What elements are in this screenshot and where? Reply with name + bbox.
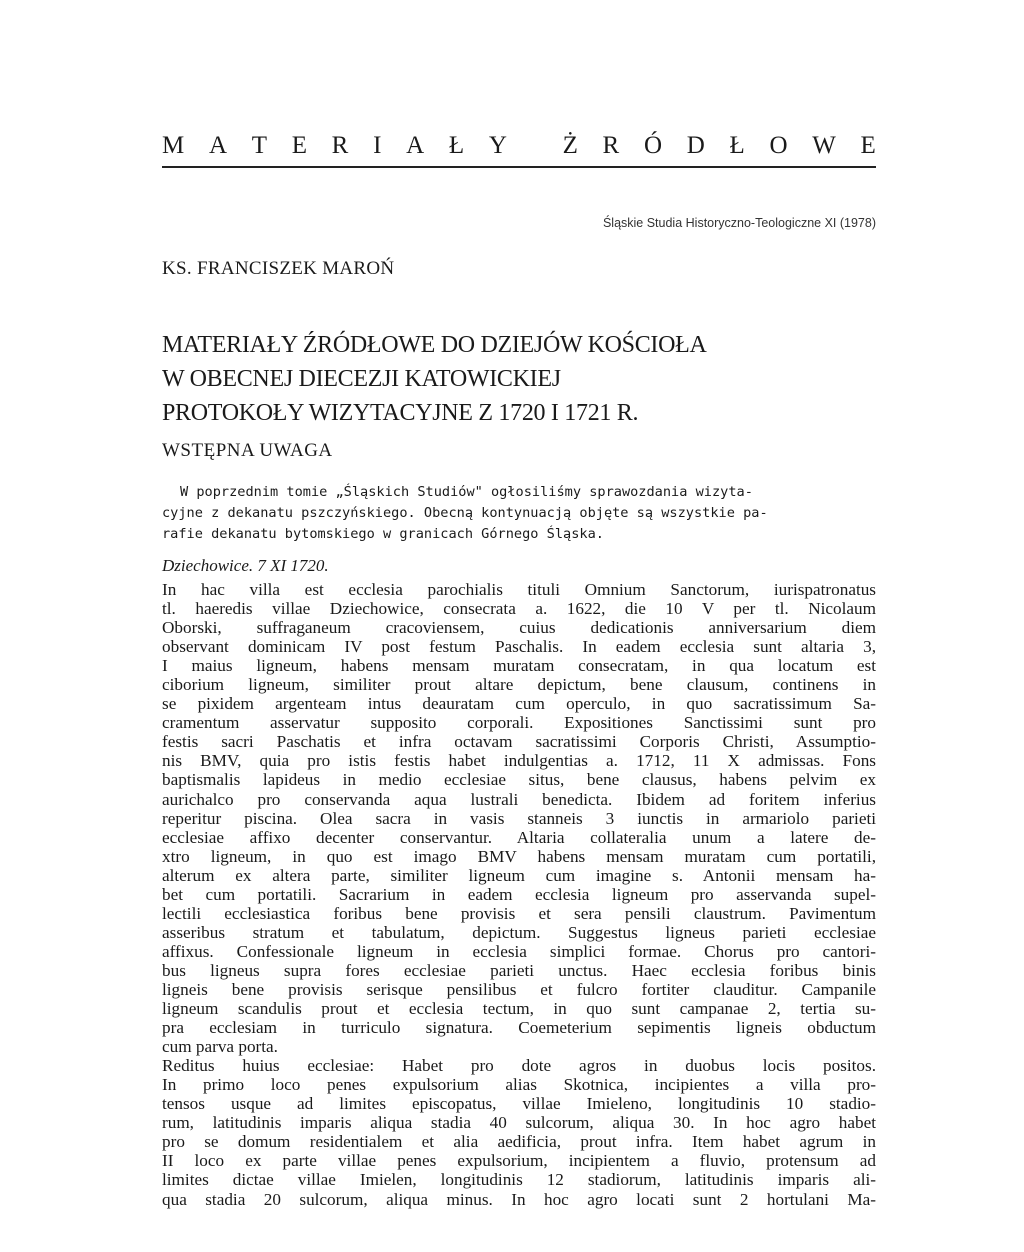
body-line: festis sacri Paschatis et infra octavam sacratissimi Corporis Christi, Assumptio- (162, 732, 876, 752)
running-title-letter: Ó (643, 132, 662, 159)
body-line: bet cum portatili. Sacrarium in eadem ecclesia ligneum pro asservanda supel- (162, 884, 876, 904)
body-line: ligneis bene provisis serisque pensilibus et fulcro fortiter clauditur. Campanile (162, 979, 876, 999)
body-line: Reditus huius ecclesiae: Habet pro dote agros in duobus locis positos. (162, 1056, 876, 1076)
body-line: asseribus stratum et tabulatum, depictum. Suggestus ligneus parieti ecclesiae (162, 922, 876, 942)
body-line: ecclesiae affixo decenter conservantur. Altaria collateralia unum a latere de- (162, 827, 876, 847)
running-title-letter: O (769, 132, 788, 159)
body-line: nis BMV, quia pro istis festis habet indulgentias a. 1712, 11 X admissas. Fons (162, 751, 876, 771)
body-line: ligneum scandulis prout et ecclesia tectum, in quo sunt campanae 2, tertia su- (162, 999, 876, 1019)
article-title (162, 328, 876, 430)
article-title-line: W OBECNEJ DIECEZJI KATOWICKIEJ (162, 366, 561, 392)
running-title-letter: E (291, 132, 307, 159)
running-title-letter: Y (488, 132, 507, 159)
running-title-letter: A (406, 132, 425, 159)
body-line: affixus. Confessionale ligneum in ecclesia simplici formae. Chorus pro cantori- (162, 941, 876, 961)
running-title-letter: Ł (448, 132, 465, 159)
intro-line: rafie dekanatu bytomskiego w granicach Górnego Śląska. (162, 526, 604, 542)
body-line: tl. haeredis villae Dziechowice, consecrata a. 1622, die 10 V per tl. Nicolaum (162, 599, 876, 619)
body-line: rum, latitudinis imparis aliqua stadia 40 sulcorum, aliqua 30. In hoc agro habet (162, 1113, 876, 1133)
running-title-letter: Ł (729, 132, 745, 159)
article-title-line: MATERIAŁY ŹRÓDŁOWE DO DZIEJÓW KOŚCIOŁA (162, 332, 707, 358)
running-title-letter: Ż (562, 132, 578, 159)
body-line: alterum ex altera parte, similiter ligneum cum imagine s. Antonii mensam ha- (162, 865, 876, 885)
body-paragraph (162, 580, 876, 1209)
body-line: pro se domum residentialem et alia aedificia, prout infra. Item habet agrum in (162, 1132, 876, 1152)
running-title-letter: M (162, 132, 185, 159)
body-line: reperitur piscina. Olea sacra in vasis stanneis 3 iunctis in armariolo parieti (162, 808, 876, 828)
body-line: limites dictae villae Imielen, longitudinis 12 stadiorum, latitudinis imparis ali- (162, 1170, 876, 1190)
running-title-letter: R (331, 132, 349, 159)
running-title-letter: A (208, 132, 227, 159)
running-title-letter: R (602, 132, 620, 159)
body-line: cramentum asservatur supposito corporali. Expositiones Sanctissimi sunt pro (162, 713, 876, 733)
body-line: pra ecclesiam in turriculo signatura. Coemeterium sepimentis ligneis obductum (162, 1018, 876, 1038)
running-title-letter: D (686, 132, 705, 159)
body-line: In primo loco penes expulsorium alias Skotnica, incipientes a villa pro- (162, 1075, 876, 1095)
body-line: cum parva porta. (162, 1037, 278, 1057)
body-line: bus ligneus supra fores ecclesiae parieti unctus. Haec ecclesia foribus binis (162, 960, 876, 980)
running-title-gap (532, 128, 538, 164)
body-line: II loco ex parte villae penes expulsorium, incipientem a fluvio, protensum ad (162, 1151, 876, 1171)
intro-line: W poprzednim tomie „Śląskich Studiów" ogłosiliśmy sprawozdania wizyta- (180, 484, 753, 500)
article-title-line: PROTOKOŁY WIZYTACYJNE Z 1720 I 1721 R. (162, 400, 639, 426)
running-title-letter: W (812, 132, 836, 159)
intro-paragraph (162, 482, 876, 545)
body-line: baptismalis lapideus in medio ecclesiae situs, bene clausus, habens pelvim ex (162, 770, 876, 790)
running-title (162, 128, 876, 164)
body-line: xtro ligneum, in quo est imago BMV habens mensam muratam cum portatili, (162, 846, 876, 866)
running-title-letter: I (373, 132, 382, 159)
author-name: KS. FRANCISZEK MAROŃ (162, 258, 395, 279)
body-line: Oborski, suffraganeum cracoviensem, cuius dedicationis anniversarium diem (162, 618, 876, 638)
running-title-rule (162, 166, 876, 168)
running-title-letter: E (860, 132, 876, 159)
body-line: qua stadia 20 sulcorum, aliqua minus. In hoc agro locati sunt 2 hortulani Ma- (162, 1189, 876, 1209)
body-line: se pixidem argenteam intus deauratam cum operculo, in quo sacratissimum Sa- (162, 694, 876, 714)
body-line: aurichalco pro conservanda aqua lustrali benedicta. Ibidem ad foritem inferius (162, 789, 876, 809)
body-line: observant dominicam IV post festum Paschalis. In eadem ecclesia sunt altaria 3, (162, 637, 876, 657)
body-line: ciborium ligneum, similiter prout altare depictum, bene clausum, continens in (162, 675, 876, 695)
document-page (162, 0, 876, 1252)
section-heading: WSTĘPNA UWAGA (162, 440, 333, 461)
body-line: tensos usque ad limites episcopatus, villae Imieleno, longitudinis 10 stadio- (162, 1094, 876, 1114)
body-line: In hac villa est ecclesia parochialis tituli Omnium Sanctorum, iurispatronatus (162, 580, 876, 599)
intro-line: cyjne z dekanatu pszczyńskiego. Obecną kontynuacją objęte są wszystkie pa- (162, 505, 768, 521)
body-line: I maius ligneum, habens mensam muratam consecratam, in qua locatum est (162, 656, 876, 676)
journal-citation: Śląskie Studia Historyczno-Teologiczne XI (1978) (602, 216, 876, 230)
body-line: lectili ecclesiastica foribus bene provisis et sera pensili claustrum. Pavimentum (162, 903, 876, 923)
running-title-letter: T (251, 132, 267, 159)
place-date-heading: Dziechowice. 7 XI 1720. (162, 556, 329, 575)
